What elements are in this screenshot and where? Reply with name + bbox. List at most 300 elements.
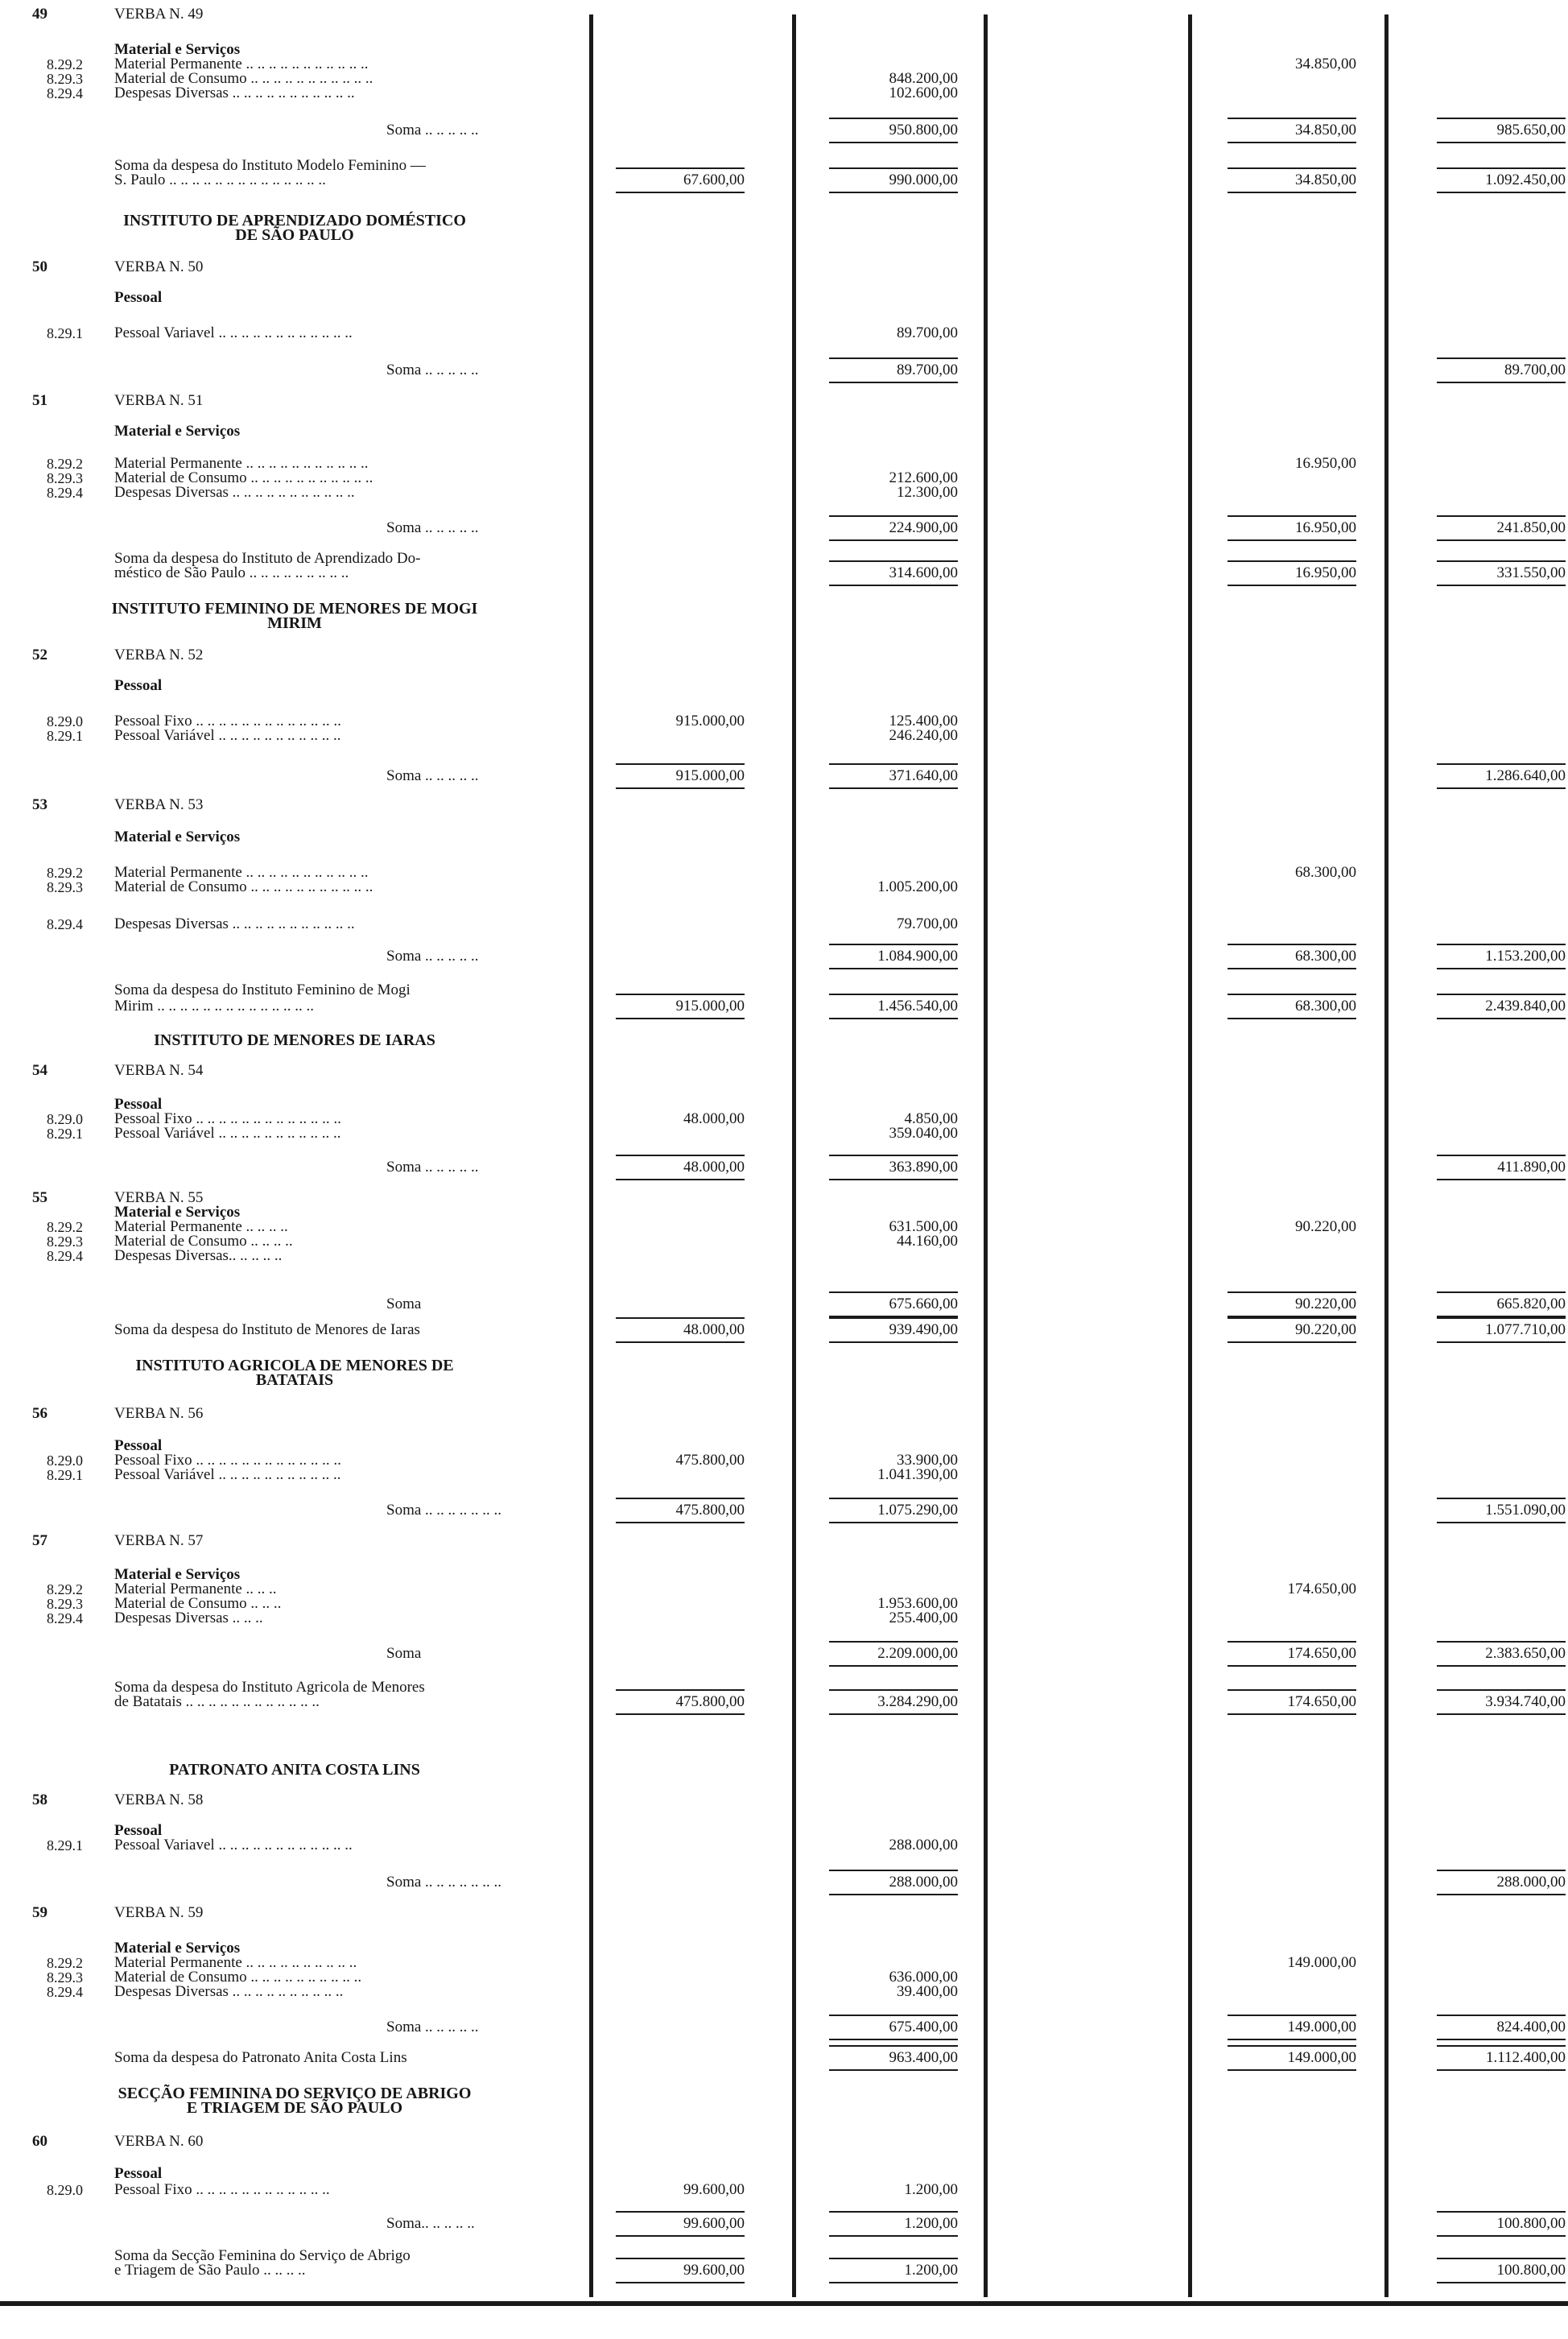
category-row [0, 829, 1568, 845]
sum-underline [829, 1665, 958, 1667]
row-label: Soma da despesa do Patronato Anita Costa Lins [114, 2049, 407, 2066]
category-row [0, 290, 1568, 306]
total-row [0, 565, 1568, 581]
row-label: VERBA N. 60 [114, 2133, 204, 2150]
amount-cell: 212.600,00 [889, 469, 958, 486]
amount-cell: 174.650,00 [1287, 1693, 1356, 1710]
sum-underline [1228, 539, 1356, 541]
item-code: 8.29.4 [47, 1248, 83, 1264]
sum-underline [829, 2069, 958, 2071]
amount-cell: 1.200,00 [904, 2215, 958, 2232]
sum-rule [1228, 118, 1356, 119]
amount-cell: 1.092.450,00 [1485, 171, 1566, 188]
amount-cell: 44.160,00 [897, 1233, 958, 1250]
row-label: Soma .. .. .. .. .. [386, 122, 479, 138]
sum-underline [829, 192, 958, 193]
sum-underline [1228, 192, 1356, 193]
total-row [0, 998, 1568, 1015]
table-row [0, 325, 1568, 341]
amount-cell: 90.220,00 [1295, 1321, 1356, 1338]
row-label: Despesas Diversas .. .. .. .. .. .. .. .. .. .. .. [114, 915, 355, 932]
row-label: Material Permanente .. .. .. .. .. .. .. .. .. .. [114, 1954, 357, 1971]
amount-cell: 79.700,00 [897, 915, 958, 932]
table-row [0, 2182, 1568, 2198]
row-label: INSTITUTO AGRICOLA DE MENORES DE [135, 1357, 454, 1374]
table-row [0, 879, 1568, 895]
total-row [0, 172, 1568, 188]
amount-cell: 915.000,00 [675, 713, 745, 729]
amount-cell: 48.000,00 [683, 1321, 745, 1338]
sum-rule [829, 1870, 958, 1871]
amount-cell: 39.400,00 [897, 1983, 958, 2000]
row-label: Material de Consumo .. .. .. .. .. .. .. .. .. .. .. [114, 469, 373, 486]
amount-cell: 1.077.710,00 [1485, 1321, 1566, 1338]
amount-cell: 1.153.200,00 [1485, 948, 1566, 965]
sum-rule [1437, 560, 1566, 562]
amount-cell: 3.284.290,00 [877, 1693, 958, 1710]
bottom-rule [0, 2301, 1568, 2306]
sum-rule [616, 1155, 745, 1156]
section-heading-row [0, 615, 1568, 631]
row-label: Soma .. .. .. .. .. .. .. [386, 1874, 502, 1891]
verba-number: 53 [32, 796, 47, 813]
amount-cell: 99.600,00 [683, 2262, 745, 2279]
item-code: 8.29.0 [47, 1453, 83, 1469]
row-label: VERBA N. 50 [114, 258, 204, 275]
amount-cell: 1.005.200,00 [877, 878, 958, 895]
amount-cell: 939.490,00 [889, 1321, 958, 1338]
sum-underline [829, 787, 958, 789]
soma-row [0, 2019, 1568, 2035]
amount-cell: 149.000,00 [1287, 2019, 1356, 2035]
sum-underline [1437, 2235, 1566, 2237]
amount-cell: 48.000,00 [683, 1110, 745, 1127]
table-row [0, 916, 1568, 932]
row-label: Soma .. .. .. .. .. [386, 948, 479, 965]
amount-cell: 675.660,00 [889, 1296, 958, 1312]
item-code: 8.29.3 [47, 71, 83, 87]
total-row [0, 982, 1568, 998]
table-row [0, 1126, 1568, 1142]
row-label: Soma da despesa do Instituto Modelo Feminino — [114, 157, 426, 174]
item-code: 8.29.1 [47, 1837, 83, 1853]
sum-rule [616, 167, 745, 169]
row-label: VERBA N. 54 [114, 1062, 204, 1079]
item-code: 8.29.2 [47, 1219, 83, 1235]
sum-rule [829, 2258, 958, 2259]
sum-rule [829, 357, 958, 359]
sum-underline [1228, 1665, 1356, 1667]
amount-cell: 288.000,00 [889, 1874, 958, 1891]
row-label: PATRONATO ANITA COSTA LINS [169, 1761, 420, 1779]
row-label: DE SÃO PAULO [235, 226, 354, 244]
amount-cell: 34.850,00 [1295, 56, 1356, 72]
amount-cell: 371.640,00 [889, 767, 958, 784]
row-label: Soma .. .. .. .. .. [386, 1159, 479, 1176]
row-label: Despesas Diversas .. .. .. .. .. .. .. .. .. .. [114, 1983, 344, 2000]
verba-row [0, 1533, 1568, 1549]
verba-number: 54 [32, 1062, 47, 1079]
amount-cell: 174.650,00 [1287, 1645, 1356, 1662]
verba-row [0, 393, 1568, 409]
sum-rule [829, 1641, 958, 1643]
item-code: 8.29.0 [47, 2182, 83, 2198]
soma-row [0, 122, 1568, 138]
sum-underline [829, 2282, 958, 2283]
verba-row [0, 2134, 1568, 2150]
sum-underline [829, 1018, 958, 1019]
row-label: Soma da Secção Feminina do Serviço de Abrigo [114, 2247, 411, 2264]
row-label: SECÇÃO FEMININA DO SERVIÇO DE ABRIGO [118, 2085, 472, 2102]
sum-underline [1437, 1665, 1566, 1667]
table-row [0, 728, 1568, 744]
section-heading-row [0, 2100, 1568, 2116]
sum-underline [1437, 1894, 1566, 1895]
row-label: Despesas Diversas .. .. .. .. .. .. .. .. .. .. .. [114, 484, 355, 501]
sum-underline [616, 787, 745, 789]
row-label: Material e Serviços [114, 829, 241, 845]
row-label: VERBA N. 57 [114, 1532, 204, 1549]
sum-underline [1437, 382, 1566, 383]
amount-cell: 68.300,00 [1295, 948, 1356, 965]
row-label: Soma da despesa do Instituto Agricola de Menores [114, 1679, 425, 1696]
amount-cell: 963.400,00 [889, 2049, 958, 2066]
sum-rule [1437, 1498, 1566, 1499]
sum-underline [1228, 2039, 1356, 2040]
category-row [0, 2166, 1568, 2182]
sum-rule [1437, 167, 1566, 169]
amount-cell: 475.800,00 [675, 1693, 745, 1710]
amount-cell: 359.040,00 [889, 1125, 958, 1142]
sum-underline [1228, 142, 1356, 143]
row-label: Material Permanente .. .. .. [114, 1581, 277, 1597]
amount-cell: 3.934.740,00 [1485, 1693, 1566, 1710]
row-label: VERBA N. 56 [114, 1405, 204, 1422]
row-label: méstico de São Paulo .. .. .. .. .. .. .. .. .. [114, 564, 349, 581]
soma-row [0, 2216, 1568, 2232]
sum-rule [1228, 944, 1356, 945]
sum-rule [1437, 763, 1566, 765]
row-label: Soma .. .. .. .. .. [386, 767, 479, 784]
amount-cell: 1.200,00 [904, 2181, 958, 2198]
sum-underline [829, 142, 958, 143]
row-label: E TRIAGEM DE SÃO PAULO [186, 2099, 403, 2117]
verba-row [0, 797, 1568, 813]
amount-cell: 675.400,00 [889, 2019, 958, 2035]
row-label: Pessoal Fixo .. .. .. .. .. .. .. .. .. .. .. .. .. [114, 713, 341, 729]
sum-underline [1437, 1713, 1566, 1715]
amount-cell: 475.800,00 [675, 1452, 745, 1469]
verba-number: 60 [32, 2133, 47, 2150]
item-code: 8.29.4 [47, 1610, 83, 1626]
soma-row [0, 768, 1568, 784]
amount-cell: 1.286.640,00 [1485, 767, 1566, 784]
row-label: Soma da despesa do Instituto Feminino de Mogi [114, 981, 411, 998]
sum-underline [1437, 1018, 1566, 1019]
table-row [0, 485, 1568, 501]
amount-cell: 631.500,00 [889, 1218, 958, 1235]
sum-underline [616, 2235, 745, 2237]
row-label: Material Permanente .. .. .. .. .. .. .. .. .. .. .. [114, 864, 369, 881]
sum-rule [829, 2015, 958, 2016]
verba-number: 57 [32, 1532, 47, 1549]
amount-cell: 174.650,00 [1287, 1581, 1356, 1597]
amount-cell: 255.400,00 [889, 1610, 958, 1626]
section-heading-row [0, 1032, 1568, 1048]
sum-rule [829, 560, 958, 562]
row-label: Pessoal [114, 1822, 163, 1839]
sum-underline [829, 1894, 958, 1895]
table-row [0, 1248, 1568, 1264]
sum-underline [1437, 787, 1566, 789]
row-label: Pessoal Variável .. .. .. .. .. .. .. .. .. .. .. [114, 727, 341, 744]
sum-rule [616, 763, 745, 765]
row-label: VERBA N. 51 [114, 392, 204, 409]
row-label: INSTITUTO DE MENORES DE IARAS [154, 1031, 435, 1049]
sum-underline [829, 585, 958, 586]
amount-cell: 1.084.900,00 [877, 948, 958, 965]
sum-rule [829, 1155, 958, 1156]
row-label: Material de Consumo .. .. .. .. .. .. .. .. .. .. [114, 1969, 362, 1986]
sum-rule [1437, 2211, 1566, 2213]
amount-cell: 34.850,00 [1295, 171, 1356, 188]
verba-number: 59 [32, 1904, 47, 1921]
sum-rule [1228, 167, 1356, 169]
sum-underline [616, 1341, 745, 1343]
sum-rule [616, 1689, 745, 1691]
sum-underline [1228, 2069, 1356, 2071]
sum-rule [829, 1689, 958, 1691]
row-label: Soma .. .. .. .. .. [386, 2019, 479, 2035]
item-code: 8.29.0 [47, 713, 83, 729]
amount-cell: 288.000,00 [889, 1837, 958, 1853]
row-label: Despesas Diversas .. .. .. .. .. .. .. .. .. .. .. [114, 85, 355, 101]
item-code: 8.29.3 [47, 1596, 83, 1612]
verba-row [0, 1792, 1568, 1808]
item-code: 8.29.2 [47, 865, 83, 881]
amount-cell: 950.800,00 [889, 122, 958, 138]
sum-rule [616, 2211, 745, 2213]
amount-cell: 824.400,00 [1496, 2019, 1566, 2035]
row-label: Material e Serviços [114, 41, 241, 58]
sum-rule [1228, 1689, 1356, 1691]
amount-cell: 90.220,00 [1295, 1296, 1356, 1312]
row-label: MIRIM [267, 614, 322, 632]
row-label: Material de Consumo .. .. .. [114, 1595, 282, 1612]
sum-rule [1228, 1317, 1356, 1319]
sum-underline [829, 2039, 958, 2040]
sum-rule [616, 1317, 745, 1319]
category-row [0, 424, 1568, 440]
row-label: VERBA N. 55 [114, 1189, 204, 1206]
sum-rule [1437, 515, 1566, 517]
soma-row [0, 520, 1568, 536]
amount-cell: 89.700,00 [1504, 362, 1566, 378]
verba-row [0, 259, 1568, 275]
sum-rule [829, 515, 958, 517]
total-row [0, 2050, 1568, 2066]
item-code: 8.29.2 [47, 1581, 83, 1597]
sum-rule [829, 2211, 958, 2213]
soma-row [0, 948, 1568, 965]
sum-rule [1228, 2045, 1356, 2047]
soma-row [0, 1502, 1568, 1519]
sum-rule [829, 2045, 958, 2047]
sum-rule [829, 1291, 958, 1293]
row-label: Soma [386, 1645, 422, 1662]
sum-rule [1437, 1317, 1566, 1319]
amount-cell: 89.700,00 [897, 324, 958, 341]
sum-rule [829, 118, 958, 119]
sum-rule [1228, 560, 1356, 562]
row-label: de Batatais .. .. .. .. .. .. .. .. .. .. .. .. [114, 1693, 320, 1710]
sum-underline [1437, 968, 1566, 969]
section-heading-row [0, 227, 1568, 243]
row-label: Mirim .. .. .. .. .. .. .. .. .. .. .. .. .. .. [114, 998, 315, 1015]
amount-cell: 1.551.090,00 [1485, 1502, 1566, 1519]
row-label: Soma [386, 1296, 422, 1312]
sum-rule [829, 1317, 958, 1319]
sum-rule [1437, 1641, 1566, 1643]
sum-rule [829, 167, 958, 169]
sum-underline [1437, 2282, 1566, 2283]
row-label: S. Paulo .. .. .. .. .. .. .. .. .. .. .. .. .. .. [114, 171, 326, 188]
verba-row [0, 1905, 1568, 1921]
verba-number: 50 [32, 258, 47, 275]
sum-underline [616, 2282, 745, 2283]
item-code: 8.29.2 [47, 56, 83, 72]
row-label: Material Permanente .. .. .. .. .. .. .. .. .. .. .. [114, 56, 369, 72]
total-row [0, 1322, 1568, 1338]
verba-number: 51 [32, 392, 47, 409]
item-code: 8.29.2 [47, 456, 83, 472]
sum-underline [1437, 539, 1566, 541]
amount-cell: 90.220,00 [1295, 1218, 1356, 1235]
sum-rule [829, 1498, 958, 1499]
row-label: Material Permanente .. .. .. .. .. .. .. .. .. .. .. [114, 455, 369, 472]
item-code: 8.29.1 [47, 325, 83, 341]
amount-cell: 363.890,00 [889, 1159, 958, 1176]
amount-cell: 100.800,00 [1496, 2262, 1566, 2279]
sum-underline [829, 1341, 958, 1343]
row-label: VERBA N. 53 [114, 796, 204, 813]
row-label: Material de Consumo .. .. .. .. .. .. .. .. .. .. .. [114, 878, 373, 895]
sum-rule [1228, 994, 1356, 995]
amount-cell: 331.550,00 [1496, 564, 1566, 581]
soma-row [0, 1646, 1568, 1662]
sum-rule [1228, 515, 1356, 517]
amount-cell: 12.300,00 [897, 484, 958, 501]
sum-underline [1228, 1018, 1356, 1019]
amount-cell: 1.200,00 [904, 2262, 958, 2279]
sum-rule [829, 944, 958, 945]
row-label: Soma .. .. .. .. .. [386, 519, 479, 536]
row-label: Soma da despesa do Instituto de Aprendizado Do- [114, 550, 421, 567]
amount-cell: 411.890,00 [1497, 1159, 1566, 1176]
amount-cell: 102.600,00 [889, 85, 958, 101]
row-label: Pessoal [114, 1096, 163, 1113]
sum-underline [1228, 968, 1356, 969]
row-label: VERBA N. 59 [114, 1904, 204, 1921]
amount-cell: 33.900,00 [897, 1452, 958, 1469]
amount-cell: 149.000,00 [1287, 1954, 1356, 1971]
soma-row [0, 1159, 1568, 1176]
row-label: e Triagem de São Paulo .. .. .. .. [114, 2262, 306, 2279]
item-code: 8.29.1 [47, 1467, 83, 1483]
row-label: Material de Consumo .. .. .. .. [114, 1233, 293, 1250]
item-code: 8.29.4 [47, 85, 83, 101]
table-row [0, 85, 1568, 101]
verba-number: 49 [32, 6, 47, 23]
row-label: Pessoal [114, 677, 163, 694]
row-label: Material de Consumo .. .. .. .. .. .. .. .. .. .. .. [114, 70, 373, 87]
row-label: Pessoal Variável .. .. .. .. .. .. .. .. .. .. .. [114, 1466, 341, 1483]
sum-underline [1228, 1341, 1356, 1343]
amount-cell: 665.820,00 [1496, 1296, 1566, 1312]
section-heading-row [0, 1372, 1568, 1388]
verba-row [0, 1063, 1568, 1079]
item-code: 8.29.2 [47, 1955, 83, 1971]
sum-underline [829, 968, 958, 969]
table-row [0, 1467, 1568, 1483]
verba-number: 56 [32, 1405, 47, 1422]
amount-cell: 915.000,00 [675, 767, 745, 784]
row-label: Material e Serviços [114, 1566, 241, 1583]
sum-underline [1437, 2039, 1566, 2040]
amount-cell: 4.850,00 [904, 1110, 958, 1127]
sum-rule [829, 994, 958, 995]
sum-rule [829, 763, 958, 765]
item-code: 8.29.1 [47, 1126, 83, 1142]
verba-row [0, 647, 1568, 663]
amount-cell: 67.600,00 [683, 171, 745, 188]
sum-rule [1437, 1155, 1566, 1156]
row-label: Pessoal Variável .. .. .. .. .. .. .. .. .. .. .. [114, 1125, 341, 1142]
total-row [0, 2263, 1568, 2279]
amount-cell: 34.850,00 [1295, 122, 1356, 138]
amount-cell: 99.600,00 [683, 2181, 745, 2198]
table-row [0, 1837, 1568, 1853]
sum-underline [616, 1179, 745, 1180]
verba-number: 52 [32, 647, 47, 663]
verba-row [0, 1406, 1568, 1422]
item-code: 8.29.3 [47, 470, 83, 486]
section-heading-row [0, 601, 1568, 617]
row-label: VERBA N. 49 [114, 6, 204, 23]
section-heading-row [0, 1358, 1568, 1374]
soma-row [0, 1296, 1568, 1312]
sum-rule [1437, 1689, 1566, 1691]
category-row [0, 678, 1568, 694]
section-heading-row [0, 1762, 1568, 1778]
row-label: Pessoal Fixo .. .. .. .. .. .. .. .. .. .. .. .. [114, 2181, 330, 2198]
row-label: Despesas Diversas.. .. .. .. .. [114, 1247, 283, 1264]
sum-underline [1437, 192, 1566, 193]
amount-cell: 2.383.650,00 [1485, 1645, 1566, 1662]
amount-cell: 100.800,00 [1496, 2215, 1566, 2232]
row-label: Pessoal [114, 2165, 163, 2182]
soma-row [0, 1874, 1568, 1891]
amount-cell: 16.950,00 [1295, 564, 1356, 581]
sum-underline [1437, 1179, 1566, 1180]
sum-underline [829, 1713, 958, 1715]
sum-rule [1228, 2015, 1356, 2016]
amount-cell: 2.439.840,00 [1485, 998, 1566, 1015]
amount-cell: 848.200,00 [889, 70, 958, 87]
sum-underline [1228, 585, 1356, 586]
item-code: 8.29.1 [47, 728, 83, 744]
amount-cell: 1.112.400,00 [1485, 2049, 1566, 2066]
